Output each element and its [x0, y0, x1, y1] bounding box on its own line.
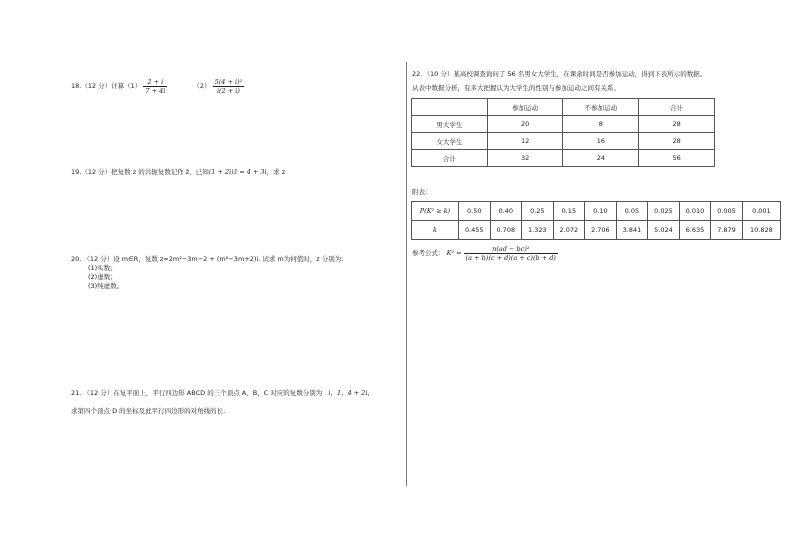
table-row [412, 150, 715, 167]
table-cell: 24 [563, 150, 639, 167]
table-row-label: k [412, 221, 459, 240]
table-cell: 32 [487, 150, 563, 167]
question-20 [71, 255, 348, 291]
table-header-cell: 不参加运动 [563, 99, 639, 116]
question-21 [71, 389, 374, 416]
q18-fraction-1 [143, 78, 167, 95]
table-row [412, 221, 781, 240]
table-cell: 28 [639, 116, 715, 133]
table-cell: 56 [639, 150, 715, 167]
table-cell: 6.635 [679, 221, 711, 240]
table-cell: 0.10 [585, 202, 617, 221]
formula-label: 参考公式： [412, 249, 445, 257]
table-header-cell: 参加运动 [487, 99, 563, 116]
q18-fraction-2 [213, 78, 245, 95]
table-cell: 12 [487, 133, 563, 150]
formula-numerator: n(ad − bc)² [464, 245, 558, 254]
table-header-row [412, 99, 715, 116]
table-cell: 0.005 [711, 202, 743, 221]
table-cell: 16 [563, 133, 639, 150]
table-cell: 0.25 [522, 202, 554, 221]
table-cell: 0.50 [459, 202, 491, 221]
table-cell: 5.024 [648, 221, 680, 240]
table-cell: 20 [487, 116, 563, 133]
q22-appendix-label: 附表： [412, 188, 432, 196]
q22-line-1: 22．（10 分）某高校调查询问了 56 名男女大学生，在课余时间是否参加运动，得到下表所示的数据。 [412, 70, 707, 78]
table-row-label: P(K² ≥ k) [412, 202, 459, 221]
q18-frac1-denominator: 7 + 4i [145, 87, 166, 95]
q21-line1-text: 21. （12 分）在复平面上，平行四边形 ABCD 的三个顶点 A、B、C 对应的复数分别为 [71, 389, 323, 397]
q19-formula: (1 + 2i)z̄ = 4 + 3i [208, 168, 267, 176]
q22-survey-table [411, 98, 715, 167]
table-cell: 男大学生 [412, 116, 488, 133]
q19-text-1: 19.（12 分）把复数 z 的共轭复数记作 z̄，已知 [71, 168, 209, 176]
q21-line-1 [71, 389, 374, 398]
question-19 [71, 168, 285, 177]
table-row [412, 202, 781, 221]
q21-line-2: 求第四个顶点 D 的坐标及此平行四边形的对角线的长. [71, 407, 226, 415]
q18-frac2-numerator: 5(4 + i)² [214, 78, 243, 86]
formula-lhs: K² = [446, 249, 462, 257]
q20-stem: 20. （12 分）设 m∈R，复数 z=2m²−3m−2 + (m²−3m+2)i. 试求 m为何值时，z 分别为： [71, 255, 348, 263]
table-cell: 1.323 [522, 221, 554, 240]
table-cell: 28 [639, 133, 715, 150]
table-cell: 10.828 [742, 221, 780, 240]
table-cell: 0.15 [553, 202, 585, 221]
q20-item-1: (1)实数； [88, 264, 117, 272]
table-cell: 女大学生 [412, 133, 488, 150]
q19-text-2: ，求 z [266, 168, 286, 176]
q20-item-3: (3)纯虚数。 [88, 282, 124, 290]
column-divider [406, 62, 407, 486]
table-cell: 0.455 [459, 221, 491, 240]
table-cell: 8 [563, 116, 639, 133]
table-cell: 0.40 [490, 202, 522, 221]
table-cell: 3.841 [616, 221, 648, 240]
table-header-cell [412, 99, 488, 116]
q22-reference-table [411, 201, 781, 240]
table-cell: 合计 [412, 150, 488, 167]
table-cell: 0.05 [616, 202, 648, 221]
table-cell: 0.708 [490, 221, 522, 240]
q18-label-2: （2） [193, 82, 211, 90]
formula-fraction [464, 245, 558, 262]
q20-item-2: (2)虚数； [88, 273, 117, 281]
table-cell: 0.010 [679, 202, 711, 221]
q22-line-2: 从表中数据分析，有多大把握认为大学生的性别与参加运动之间有关系。 [412, 84, 620, 92]
q18-prefix: 18.（12 分）计算（1） [71, 82, 142, 90]
table-cell: 2.706 [585, 221, 617, 240]
table-row [412, 133, 715, 150]
formula-denominator: (a + b)(c + d)(a + c)(b + d) [465, 254, 556, 262]
q18-frac2-denominator: i(2 + i) [216, 87, 240, 95]
table-cell: 0.001 [742, 202, 780, 221]
table-header-cell: 合计 [639, 99, 715, 116]
question-18 [71, 78, 244, 95]
q18-frac1-numerator: 2 + i [143, 78, 167, 87]
q21-line1-values: i，1，4 + 2i， [328, 389, 375, 397]
q22-reference-formula [412, 245, 558, 262]
table-cell: 7.879 [711, 221, 743, 240]
table-cell: 0.025 [648, 202, 680, 221]
table-row [412, 116, 715, 133]
table-cell: 2.072 [553, 221, 585, 240]
